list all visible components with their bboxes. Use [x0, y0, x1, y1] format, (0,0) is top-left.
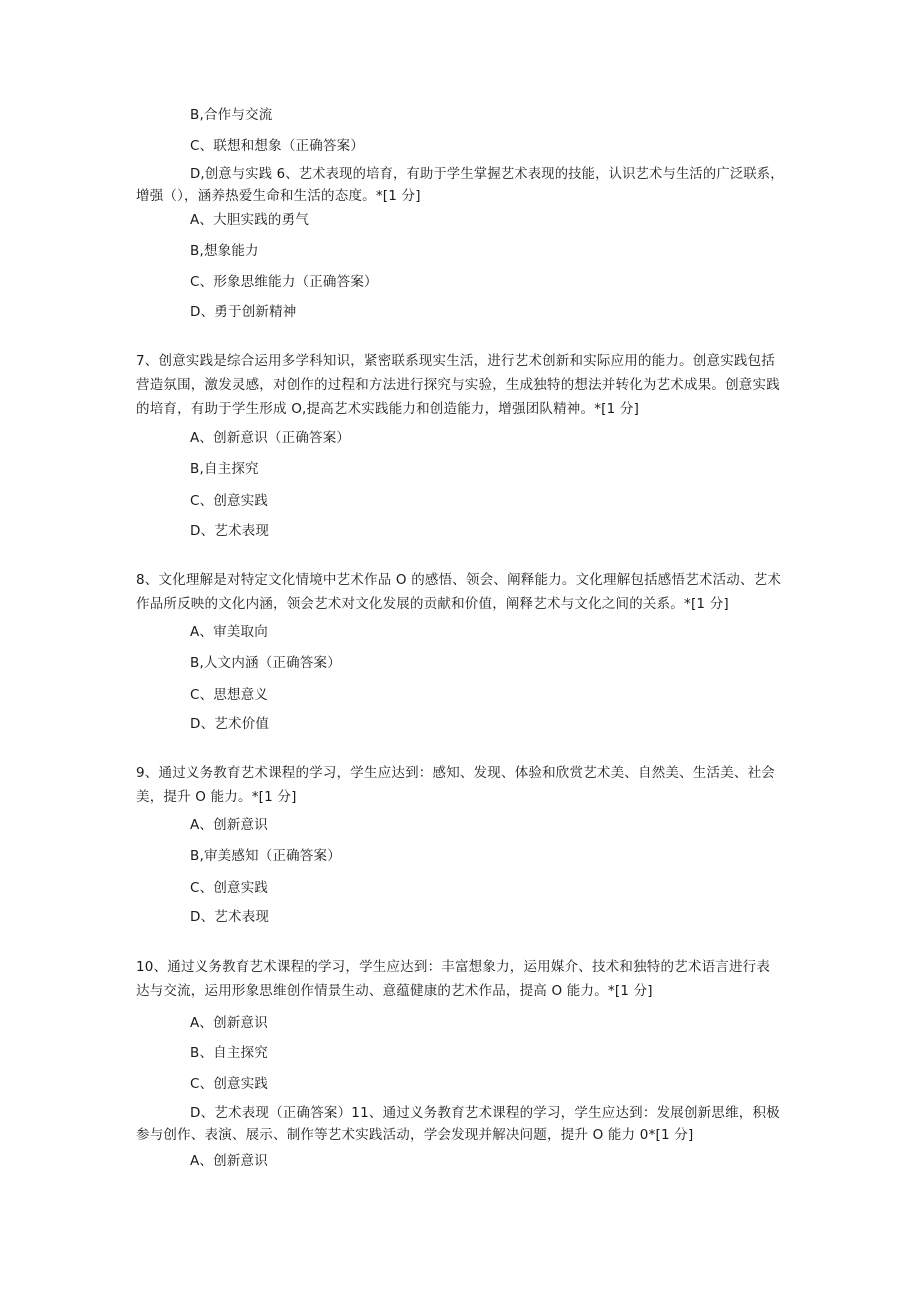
option-line: D、艺术价值: [190, 716, 270, 732]
question-line: 9、通过义务教育艺术课程的学习，学生应达到：感知、发现、体验和欣赏艺术美、自然美、生活美、社会: [136, 765, 775, 781]
question-line: 10、通过义务教育艺术课程的学习，学生应达到：丰富想象力，运用媒介、技术和独特的艺术语言进行表: [136, 959, 771, 975]
option-line: B、自主探究: [190, 1045, 268, 1061]
option-line: B,自主探究: [190, 461, 259, 477]
option-question-line: D、艺术表现（正确答案）11、通过义务教育艺术课程的学习，学生应达到：发展创新思维，积极: [190, 1105, 780, 1121]
option-line: A、大胆实践的勇气: [190, 212, 310, 228]
question-line: 作品所反映的文化内涵，领会艺术对文化发展的贡献和价值，阐释艺术与文化之间的关系。*[1 分]: [136, 596, 729, 612]
option-line: C、思想意义: [190, 687, 269, 703]
option-line: B,人文内涵（正确答案）: [190, 655, 341, 671]
question-line: 美，提升 O 能力。*[1 分]: [136, 789, 297, 805]
option-line: B,想象能力: [190, 243, 259, 259]
option-line: C、形象思维能力（正确答案）: [190, 274, 378, 290]
option-line: A、创新意识: [190, 817, 268, 833]
option-line: C、创意实践: [190, 493, 269, 509]
question-line: 营造氛围，激发灵感，对创作的过程和方法进行探究与实验，生成独特的想法并转化为艺术成果。创意实践: [136, 377, 780, 393]
option-line: C、创意实践: [190, 880, 269, 896]
option-line: A、创新意识: [190, 1015, 268, 1031]
option-line: C、联想和想象（正确答案）: [190, 138, 365, 154]
option-question-line: D,创意与实践 6、艺术表现的培育，有助于学生掌握艺术表现的技能，认识艺术与生活的广泛联系，: [190, 166, 784, 182]
option-line: D、艺术表现: [190, 523, 270, 539]
question-line: 参与创作、表演、展示、制作等艺术实践活动，学会发现并解决问题，提升 O 能力 0*[1 分]: [136, 1127, 694, 1143]
option-line: D、艺术表现: [190, 909, 270, 925]
option-line: B,合作与交流: [190, 107, 273, 123]
option-line: A、创新意识（正确答案）: [190, 430, 351, 446]
option-line: C、创意实践: [190, 1076, 269, 1092]
question-line: 7、创意实践是综合运用多学科知识，紧密联系现实生活，进行艺术创新和实际应用的能力。创意实践包括: [136, 353, 775, 369]
option-line: D、勇于创新精神: [190, 304, 297, 320]
question-line: 增强（），涵养热爱生命和生活的态度。*[1 分]: [136, 188, 421, 204]
question-line: 的培育，有助于学生形成 O,提高艺术实践能力和创造能力，增强团队精神。*[1 分]: [136, 401, 640, 417]
option-line: A、创新意识: [190, 1153, 268, 1169]
question-line: 达与交流，运用形象思维创作情景生动、意蕴健康的艺术作品，提高 O 能力。*[1 分]: [136, 983, 653, 999]
option-line: A、审美取向: [190, 624, 268, 640]
option-line: B,审美感知（正确答案）: [190, 848, 341, 864]
question-line: 8、文化理解是对特定文化情境中艺术作品 O 的感悟、领会、阐释能力。文化理解包括感悟艺术活动、艺术: [136, 572, 782, 588]
